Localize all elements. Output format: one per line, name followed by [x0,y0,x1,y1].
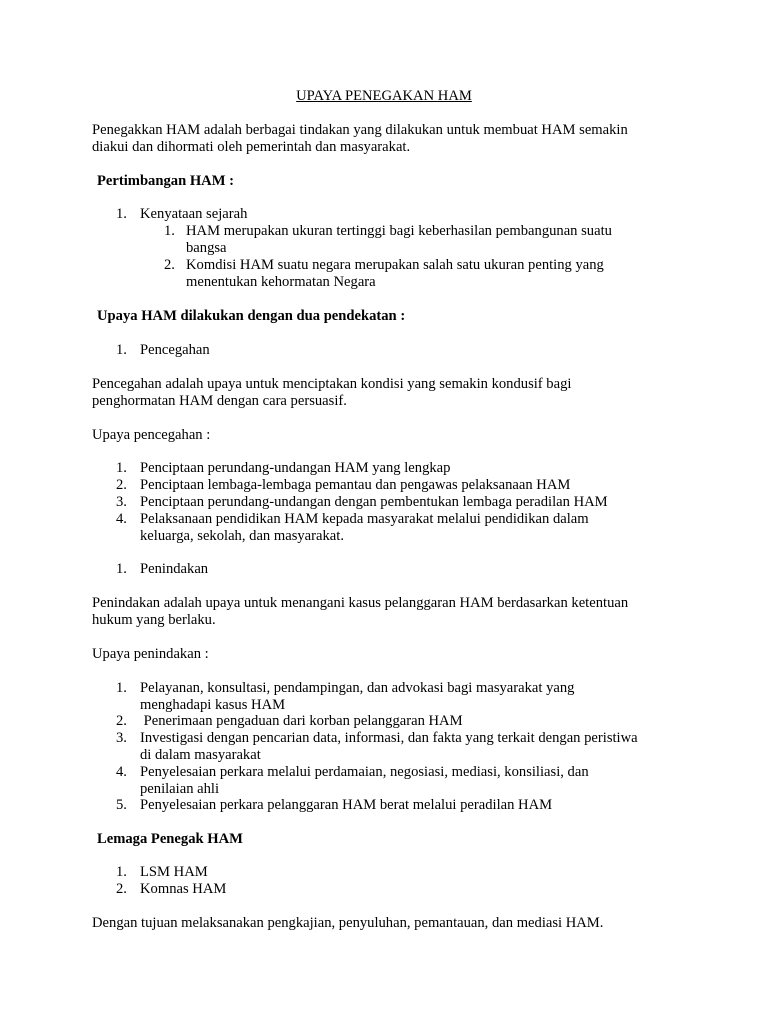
pencegahan-list-4-line-1: Pelaksanaan pendidikan HAM kepada masyarakat melalui pendidikan dalam [140,511,589,527]
penindakan-list-3-line-2: di dalam masyarakat [140,747,261,763]
sub-item-2-line-1: Komdisi HAM suatu negara merupakan salah satu ukuran penting yang [186,257,604,273]
penindakan-list-2-number: 2. [116,713,127,729]
pertimbangan-item-number: 1. [116,206,127,222]
penindakan-list-1-line-2: menghadapi kasus HAM [140,697,286,713]
penindakan-label: Penindakan [140,561,209,577]
sub-item-2-number: 2. [164,257,175,273]
lembaga-list-1-text: LSM HAM [140,864,208,880]
document-title: UPAYA PENEGAKAN HAM [296,88,472,104]
pencegahan-desc-line-1: Pencegahan adalah upaya untuk menciptakan kondisi yang semakin kondusif bagi [92,376,572,392]
pencegahan-list-3-text: Penciptaan perundang-undangan dengan pembentukan lembaga peradilan HAM [140,494,608,510]
penindakan-desc-line-1: Penindakan adalah upaya untuk menangani kasus pelanggaran HAM berdasarkan ketentuan [92,595,629,611]
penindakan-list-3-line-1: Investigasi dengan pencarian data, informasi, dan fakta yang terkait dengan peristiwa [140,730,638,746]
lembaga-list-2-text: Komnas HAM [140,881,227,897]
pencegahan-list-2-number: 2. [116,477,127,493]
pencegahan-list-label: Upaya pencegahan : [92,427,211,443]
pencegahan-number: 1. [116,342,127,358]
sub-item-1-line-2: bangsa [186,240,227,256]
penindakan-list-4-line-2: penilaian ahli [140,781,220,797]
penindakan-number: 1. [116,561,127,577]
penindakan-list-3-number: 3. [116,730,127,746]
pencegahan-list-1-text: Penciptaan perundang-undangan HAM yang lengkap [140,460,451,476]
lembaga-list-2-number: 2. [116,881,127,897]
pencegahan-list-4-number: 4. [116,511,127,527]
penindakan-list-1-line-1: Pelayanan, konsultasi, pendampingan, dan advokasi bagi masyarakat yang [140,680,575,696]
penindakan-list-4-number: 4. [116,764,127,780]
pencegahan-desc-line-2: penghormatan HAM dengan cara persuasif. [92,393,347,409]
intro-line-2: diakui dan dihormati oleh pemerintah dan masyarakat. [92,139,411,155]
penindakan-list-2-text: Penerimaan pengaduan dari korban pelanggaran HAM [140,713,463,729]
penindakan-list-label: Upaya penindakan : [92,646,209,662]
penindakan-list-5-number: 5. [116,797,127,813]
pencegahan-label: Pencegahan [140,342,210,358]
lembaga-list-1-number: 1. [116,864,127,880]
lembaga-heading: Lemaga Penegak HAM [97,831,243,847]
sub-item-2-line-2: menentukan kehormatan Negara [186,274,376,290]
pencegahan-list-4-line-2: keluarga, sekolah, dan masyarakat. [140,528,344,544]
intro-line-1: Penegakkan HAM adalah berbagai tindakan yang dilakukan untuk membuat HAM semakin [92,122,628,138]
penindakan-list-5-text: Penyelesaian perkara pelanggaran HAM berat melalui peradilan HAM [140,797,553,813]
pencegahan-list-1-number: 1. [116,460,127,476]
penindakan-list-1-number: 1. [116,680,127,696]
pencegahan-list-3-number: 3. [116,494,127,510]
upaya-heading: Upaya HAM dilakukan dengan dua pendekatan : [97,308,406,324]
pencegahan-list-2-text: Penciptaan lembaga-lembaga pemantau dan pengawas pelaksanaan HAM [140,477,571,493]
penindakan-desc-line-2: hukum yang berlaku. [92,612,216,628]
pertimbangan-heading: Pertimbangan HAM : [97,173,235,189]
sub-item-1-number: 1. [164,223,175,239]
penindakan-list-4-line-1: Penyelesaian perkara melalui perdamaian, negosiasi, mediasi, konsiliasi, dan [140,764,589,780]
pertimbangan-item-text: Kenyataan sejarah [140,206,248,222]
sub-item-1-line-1: HAM merupakan ukuran tertinggi bagi keberhasilan pembangunan suatu [186,223,612,239]
closing-paragraph: Dengan tujuan melaksanakan pengkajian, penyuluhan, pemantauan, dan mediasi HAM. [92,915,604,931]
